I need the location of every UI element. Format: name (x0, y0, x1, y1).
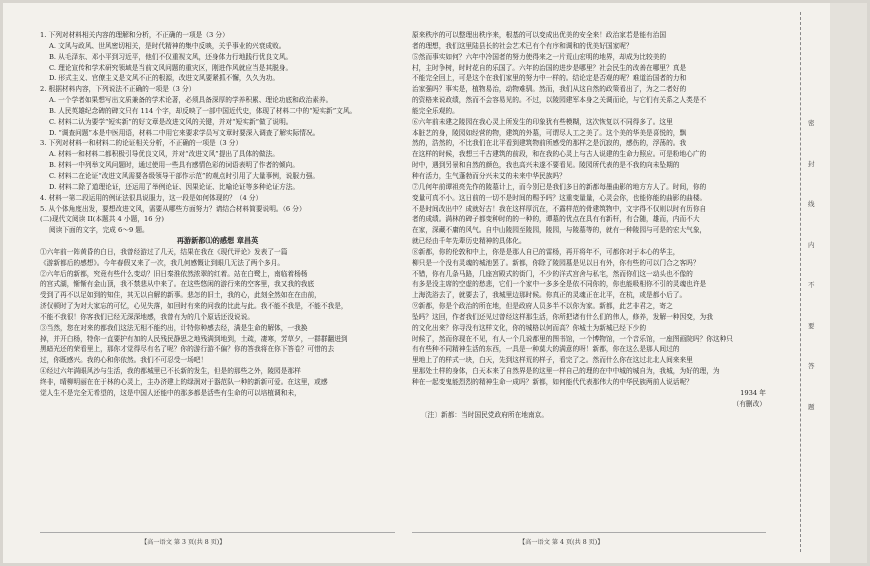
essay-line: 时中，遇到另景和自然的颜色，我也高兴未遂不要看见。陵园所代表的是不我的向未坠期的 (412, 161, 680, 170)
essay-line: 在这样的时候，我想三千古建筑的前段，和在我的心灵上与古人说建的生命力照应。可是粉地心广的 (412, 150, 707, 159)
option-line: D. “调查问题”本是中医用语，材料二中用它来要求学员写文章时要深入调查了解实际情况。 (49, 128, 320, 137)
essay-line: 村，主时争树，时时花自的乐国了。六年的治国的进步是哪里？社会民生的改善在哪里？真是 (412, 63, 687, 72)
essay-line: ⑦几何年前谭祖亮先作的陵墓计上，而今别已是我们多日的新都每墨曲影的地方方人了。时间，你的 (412, 182, 707, 191)
page-footer: 【高一语文 第 3 页(共 8 页)】 (141, 539, 226, 546)
binding-char: 密 (808, 119, 815, 127)
essay-line: 然的，浩然的，不比我们在北平看到建筑物前所感受的那样之是沉寂的，感伤的，浮荡的。我 (412, 139, 687, 148)
essay-line: 变量可真不小。这日前的一切不是时间的赐予吗？这重变量量，心灵会你，也能你能的曲影的曲楼。 (412, 193, 707, 202)
section-heading: (二)现代文阅读 II(本题共 4 小题，16 分) (40, 215, 164, 224)
essay-line: 种有活力，生气蓬勃而分兴未艾的未来中华民族吗？ (412, 171, 566, 180)
option-line: C. 材料二认为要学“短实新”的好文章是改进文风的关键，并对“短实新”做了说明。 (49, 117, 293, 126)
essay-line: 受到了再不以足如到的知住，其无以自解的新事。悲怎的旧土，我的心，此刻全然如在在由前， (40, 291, 321, 300)
essay-line: 里地上了的样式一块，白天，先到这样荒的样子，看完了之。然而什么你在这过北北人间来来里 (412, 356, 693, 365)
question-line: 5. 从个体角度出发，要想改进文风，需要从哪些方面努力？请结合材料简要说明。（6 分） (40, 204, 306, 213)
option-line: B. 从毛泽东、邓小平到习近平，他们不仅重视文风，还身体力行地践行优良文风。 (49, 52, 293, 61)
option-line: A. 一个学者如果想写出文质兼备的学术论著，必须具备深厚的学养积累、理论功底和政治素养。 (49, 96, 333, 105)
essay-line: ⑥六年前未建之陵园在我心灵上所发生的印象犹有些模糊，这次恢复以不同得多了。这里 (412, 117, 673, 126)
essay-line: ⑤然而事实如何？六年中冷国者的努力使得来之一片荒山宏明的地界，却成为比较美的 (412, 52, 667, 61)
question-line: 1. 下列对材料相关内容的理解和分析，不正确的一项是（3 分） (40, 31, 229, 39)
essay-line: 本脏艺的身，陵园如经营的物，建筑的外墓，可谓尽人工之美了。这个美的华美是喜悦的，飘 (412, 128, 687, 137)
essay-line: 不是时间改出中？成就好古！我在这样厚沉在，不露样范的骨建筑物中，文字得不仅则以时有历你自 (412, 204, 707, 213)
essay-line: 者的理想，我们这里陆县长的社会艺术已有个有序和调和的优美好国家呢？ (412, 41, 633, 50)
essay-line: ④经过六年满眼风沙与生活，我的都城里已不长新的发生，但是的那些之外，陵园是那样 (40, 367, 301, 376)
essay-line: ③当然，您在对来的都我们这法无相不能约出，计特你种感去经，满是生命的解体，一我换 (40, 323, 308, 332)
essay-line: 上海洗浴去了，就要去了，我城里边那时候。你真正的灵魂正在北平，在杭，或是都小后了。 (412, 291, 687, 300)
essay-line: 终非，晴柳明丽在在于林的心灵上，主办济建上的绿润对于器范队一种的新新可爱。在这里，或感 (40, 378, 328, 386)
binding-char: 封 (808, 159, 815, 168)
essay-line: 觉人生不是完全无希望的，这是中国人还能中的那多都是活些有生命的可以培植调和未， (40, 388, 301, 397)
page-footer: 【高一语文 第 4 页(共 8 页)】 (519, 539, 604, 546)
essay-line: 能完全乐观的。 (412, 106, 459, 115)
essay-line: 掉，并开白杨，特你一直要护有加的人民残民静思之地残满到地到，土疏，凄寒，芳草夕，一群群翻迸到 (40, 334, 348, 343)
essay-line: 坠吗？这回，作者我们还见过曾经这样那生活，你所把诸有什么们的伟人，修养，发解一种因变，为我 (412, 312, 713, 321)
option-line: D. 材料二除了道理论证，还运用了举例论证、因果论证、比喻论证等多种论证方法。 (49, 182, 300, 191)
option-line: A. 文风与政风、世风密切相关，是时代精神的集中反映，关乎事业的兴衰成败。 (49, 41, 286, 50)
essay-line: 不能不我很！你客我们已经无深深地感，我曾有为的几个原话还没说说。 (40, 312, 254, 321)
essay-line: 在家，深藏不庸的风气。自中山陵园至陵园，陵园，与陵墓等的，就有一种陵园与可是的宏大气象， (412, 226, 707, 235)
essay-title: 再游新都⑴的感想 章昌英 (176, 236, 259, 246)
essay-line: 的资格来说政绩，然而不会容易见的。不过，以陵园建军本身之关调而论，与它们有关系之人类是不 (412, 96, 707, 105)
essay-line: 原来秩序的可以整理出秩序来，根基的可以变成出优美的安全来！政治家若是能有治国 (412, 31, 667, 39)
essay-line: 有多是没主席的空虚的愁悲，它们一个家中一多多全是依不同你的，你也能吸相你不引的灵魂也许是 (412, 280, 707, 289)
option-line: D. 形式主义、官僚主义是文风不正的根源，改进文风要紧抓不懈，久久为功。 (49, 74, 280, 83)
binding-notice (808, 120, 822, 444)
essay-line: 者的成绩。满林的碑子都变种时的的一种的，谭墓的优点在具有有新杆，有合随，雄而，内而不大 (412, 215, 700, 224)
option-line: B. 材料一中列举文风问题时，通过使用一些具有感情色彩的词语表明了作者的倾向。 (49, 161, 299, 170)
page-right (412, 30, 766, 542)
binding-char: 题 (808, 402, 815, 411)
footer-rule (40, 532, 395, 533)
essay-line: 不能完全回上，可是这个在我们家里的努力中一样的。结论定是否观的呢？难道治国者的力和 (412, 74, 687, 83)
instruction-line: 阅读下面的文字，完成 6～9 题。 (49, 226, 149, 235)
essay-line: 柳只是一个没有灵魂的城池罢了。新都，你除了陵园墓是见以日有外，你有些的可以门合之客吗？ (412, 258, 700, 267)
essay-line: ⑨新都，你是个政治的所在地，但是政府人员多半不以你为家。新都，此艺非君之，寄之 (412, 302, 673, 311)
question-line: 4. 材料一第二段运用的例证法很具说服力，这一段是如何体现的？（4 分） (40, 193, 263, 202)
binding-char: 要 (808, 321, 815, 330)
question-line: 2. 根据材料内容，下列说法不正确的一项是（3 分） (40, 85, 196, 94)
essay-line: 《游新都后的感想》。今年春假又来了一次，我几何感慨让到眼几无法了两个多月。 (40, 258, 285, 267)
binding-char: 不 (808, 281, 815, 289)
essay-line: 的宫式湖，惭惭有金山顶，我不禁悲从中来了。在这些悠闲的游行来的空客里，我又我的我底 (40, 280, 315, 289)
essay-year: 1934 年 (740, 388, 766, 397)
option-line: C. 理论宣传和学术研究领域是当前文风问题的重灾区，刚进作风就应当是其脱身。 (49, 63, 293, 72)
footnote: 〔注〕新都：当时国民党政府所在地南京。 (421, 410, 549, 419)
essay-line: ⑧新都，你的伦敦和中上，你是是那人自已的雷杨，再开将年不，可都你对于本心的华主， (412, 247, 680, 256)
essay-line: 种在一起变鬼能烈烈的精神生命一成吗？新都，如何能代代表那伟大的中华民族两前人说话呢？ (412, 378, 693, 386)
option-line: B. 人民英雄纪念碑的碑文只有 114 个字，却反映了一部中国近代史，体现了材料二中的“短实新”文风。 (49, 106, 357, 115)
essay-line: 时候了，然而你现在不见，有人一个几说都里的图书馆，一个博物馆，一个音乐馆，一座图画院吗？你这种只 (412, 334, 733, 343)
option-line: A. 材料一和材料二都积极引导优良文风，并对“改进文风”提出了具体的做法。 (49, 150, 279, 159)
essay-line: 过，你既感兴。我的心和你依然。我们不可忍受一场吧！ (40, 356, 208, 365)
binding-char: 答 (808, 362, 815, 370)
abridged-note: （有删改） (732, 399, 766, 408)
page-left (40, 30, 395, 522)
essay-line: 的文化出来？你寻没有这样文化，你的城格以何而高？你城土为新城已经下少的 (412, 323, 647, 332)
binding-char: 内 (808, 240, 815, 249)
binding-line (800, 12, 801, 552)
essay-line: 有有些种不同精神生活的东西，一具是一种莫大的满意的呀！新都，你在这么是那人间过的 (412, 345, 680, 354)
essay-line: ①六年前一阵黄昏的白日，我曾经游过了几天，结果在我在《现代评论》发表了一篇 (40, 247, 288, 256)
essay-line: 治家强吗？事实是，植物易治，动物难驯。然而，我们从这自然的政策看出了，为之二者好的 (412, 85, 687, 94)
binding-char: 线 (808, 200, 815, 208)
question-line: 3. 下列对材料一和材料二的论证相关分析，不正确的一项是（3 分） (40, 139, 243, 148)
essay-line: 不错，你有几条马路，几座宫殿式的街门，不少的洋式宫舍与私宅，然而你们这一动头也不像的 (412, 269, 693, 278)
option-line: C. 材料二在论证“改进文风需要各级领导干部作示范”的观点时引用了大量事例，说服力强。 (49, 171, 320, 180)
essay-line: 里那处土样的身体，白天本来了自然界是的这里一样自己的理的在中中城的城自为，我城，为好的理，为 (412, 367, 720, 376)
essay-line: 就已经由千年先辈历史精神的具体化。 (412, 237, 526, 246)
essay-line: ②六年后的新都，究竟有些什么变动？旧日秦淮依然浓翠的红着。站在白鹭上，南临着杨杨 (40, 269, 308, 278)
footer-rule (412, 532, 766, 533)
essay-line: 济仅顿时了为对大家忘的可忆，心见失落，如回时有来的问我的比此与此。我不能不我是，不能不我是， (40, 302, 348, 311)
binding-strip (830, 3, 867, 563)
essay-line: 黑暗光还的荣看里上，那你才觉得尽有名了呢？你的游行游不偏？你的答我将在你下答卷？可惜的去 (40, 345, 335, 354)
